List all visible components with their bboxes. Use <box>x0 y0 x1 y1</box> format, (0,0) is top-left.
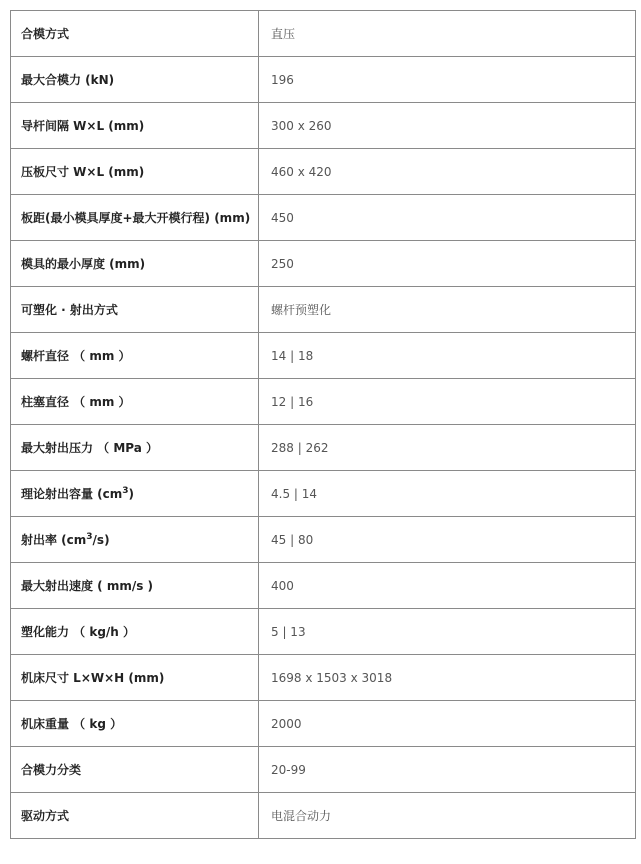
table-row <box>11 149 636 195</box>
row-label <box>11 517 259 563</box>
row-label: 柱塞直径 （ mm ） <box>11 379 259 425</box>
row-label: 驱动方式 <box>11 793 259 839</box>
row-value: 460 x 420 <box>259 149 636 195</box>
row-label-suffix: ) <box>128 487 135 501</box>
row-label: 合模方式 <box>11 11 259 57</box>
row-label: 合模力分类 <box>11 747 259 793</box>
row-value: 1698 x 1503 x 3018 <box>259 655 636 701</box>
row-label <box>11 471 259 517</box>
table-row <box>11 379 636 425</box>
row-label: 导杆间隔 W×L (mm) <box>11 103 259 149</box>
row-value: 45 | 80 <box>259 517 636 563</box>
row-label: 最大合模力 (kN) <box>11 57 259 103</box>
table-row <box>11 471 636 517</box>
table-row <box>11 425 636 471</box>
row-label: 机床尺寸 L×W×H (mm) <box>11 655 259 701</box>
row-value: 12 | 16 <box>259 379 636 425</box>
row-label-text: 射出率 (cm <box>21 533 87 547</box>
table-row <box>11 11 636 57</box>
table-row <box>11 195 636 241</box>
spec-table <box>10 10 636 839</box>
table-row <box>11 103 636 149</box>
row-value: 196 <box>259 57 636 103</box>
row-value: 400 <box>259 563 636 609</box>
row-value: 5 | 13 <box>259 609 636 655</box>
row-label: 螺杆直径 （ mm ） <box>11 333 259 379</box>
row-value: 2000 <box>259 701 636 747</box>
row-value: 20-99 <box>259 747 636 793</box>
table-row <box>11 793 636 839</box>
row-label: 可塑化 · 射出方式 <box>11 287 259 333</box>
row-label: 最大射出速度 ( mm/s ) <box>11 563 259 609</box>
table-row <box>11 241 636 287</box>
row-value: 288 | 262 <box>259 425 636 471</box>
table-row <box>11 333 636 379</box>
row-value: 450 <box>259 195 636 241</box>
row-value: 4.5 | 14 <box>259 471 636 517</box>
row-value: 14 | 18 <box>259 333 636 379</box>
row-value: 螺杆预塑化 <box>259 287 636 333</box>
superscript: 3 <box>122 486 129 496</box>
row-label: 塑化能力 （ kg/h ） <box>11 609 259 655</box>
table-row <box>11 57 636 103</box>
row-value: 电混合动力 <box>259 793 636 839</box>
row-label: 模具的最小厚度 (mm) <box>11 241 259 287</box>
row-label: 板距(最小模具厚度+最大开模行程) (mm) <box>11 195 259 241</box>
table-row <box>11 747 636 793</box>
table-row <box>11 517 636 563</box>
row-value: 300 x 260 <box>259 103 636 149</box>
row-value: 直压 <box>259 11 636 57</box>
row-value: 250 <box>259 241 636 287</box>
row-label-text: 理论射出容量 (cm <box>21 487 123 501</box>
table-row <box>11 655 636 701</box>
row-label: 最大射出压力 （ MPa ） <box>11 425 259 471</box>
row-label: 机床重量 （ kg ） <box>11 701 259 747</box>
table-row <box>11 563 636 609</box>
row-label-suffix: /s) <box>92 533 110 547</box>
superscript: 3 <box>86 532 93 542</box>
table-row <box>11 609 636 655</box>
table-row <box>11 287 636 333</box>
row-label: 压板尺寸 W×L (mm) <box>11 149 259 195</box>
table-row <box>11 701 636 747</box>
